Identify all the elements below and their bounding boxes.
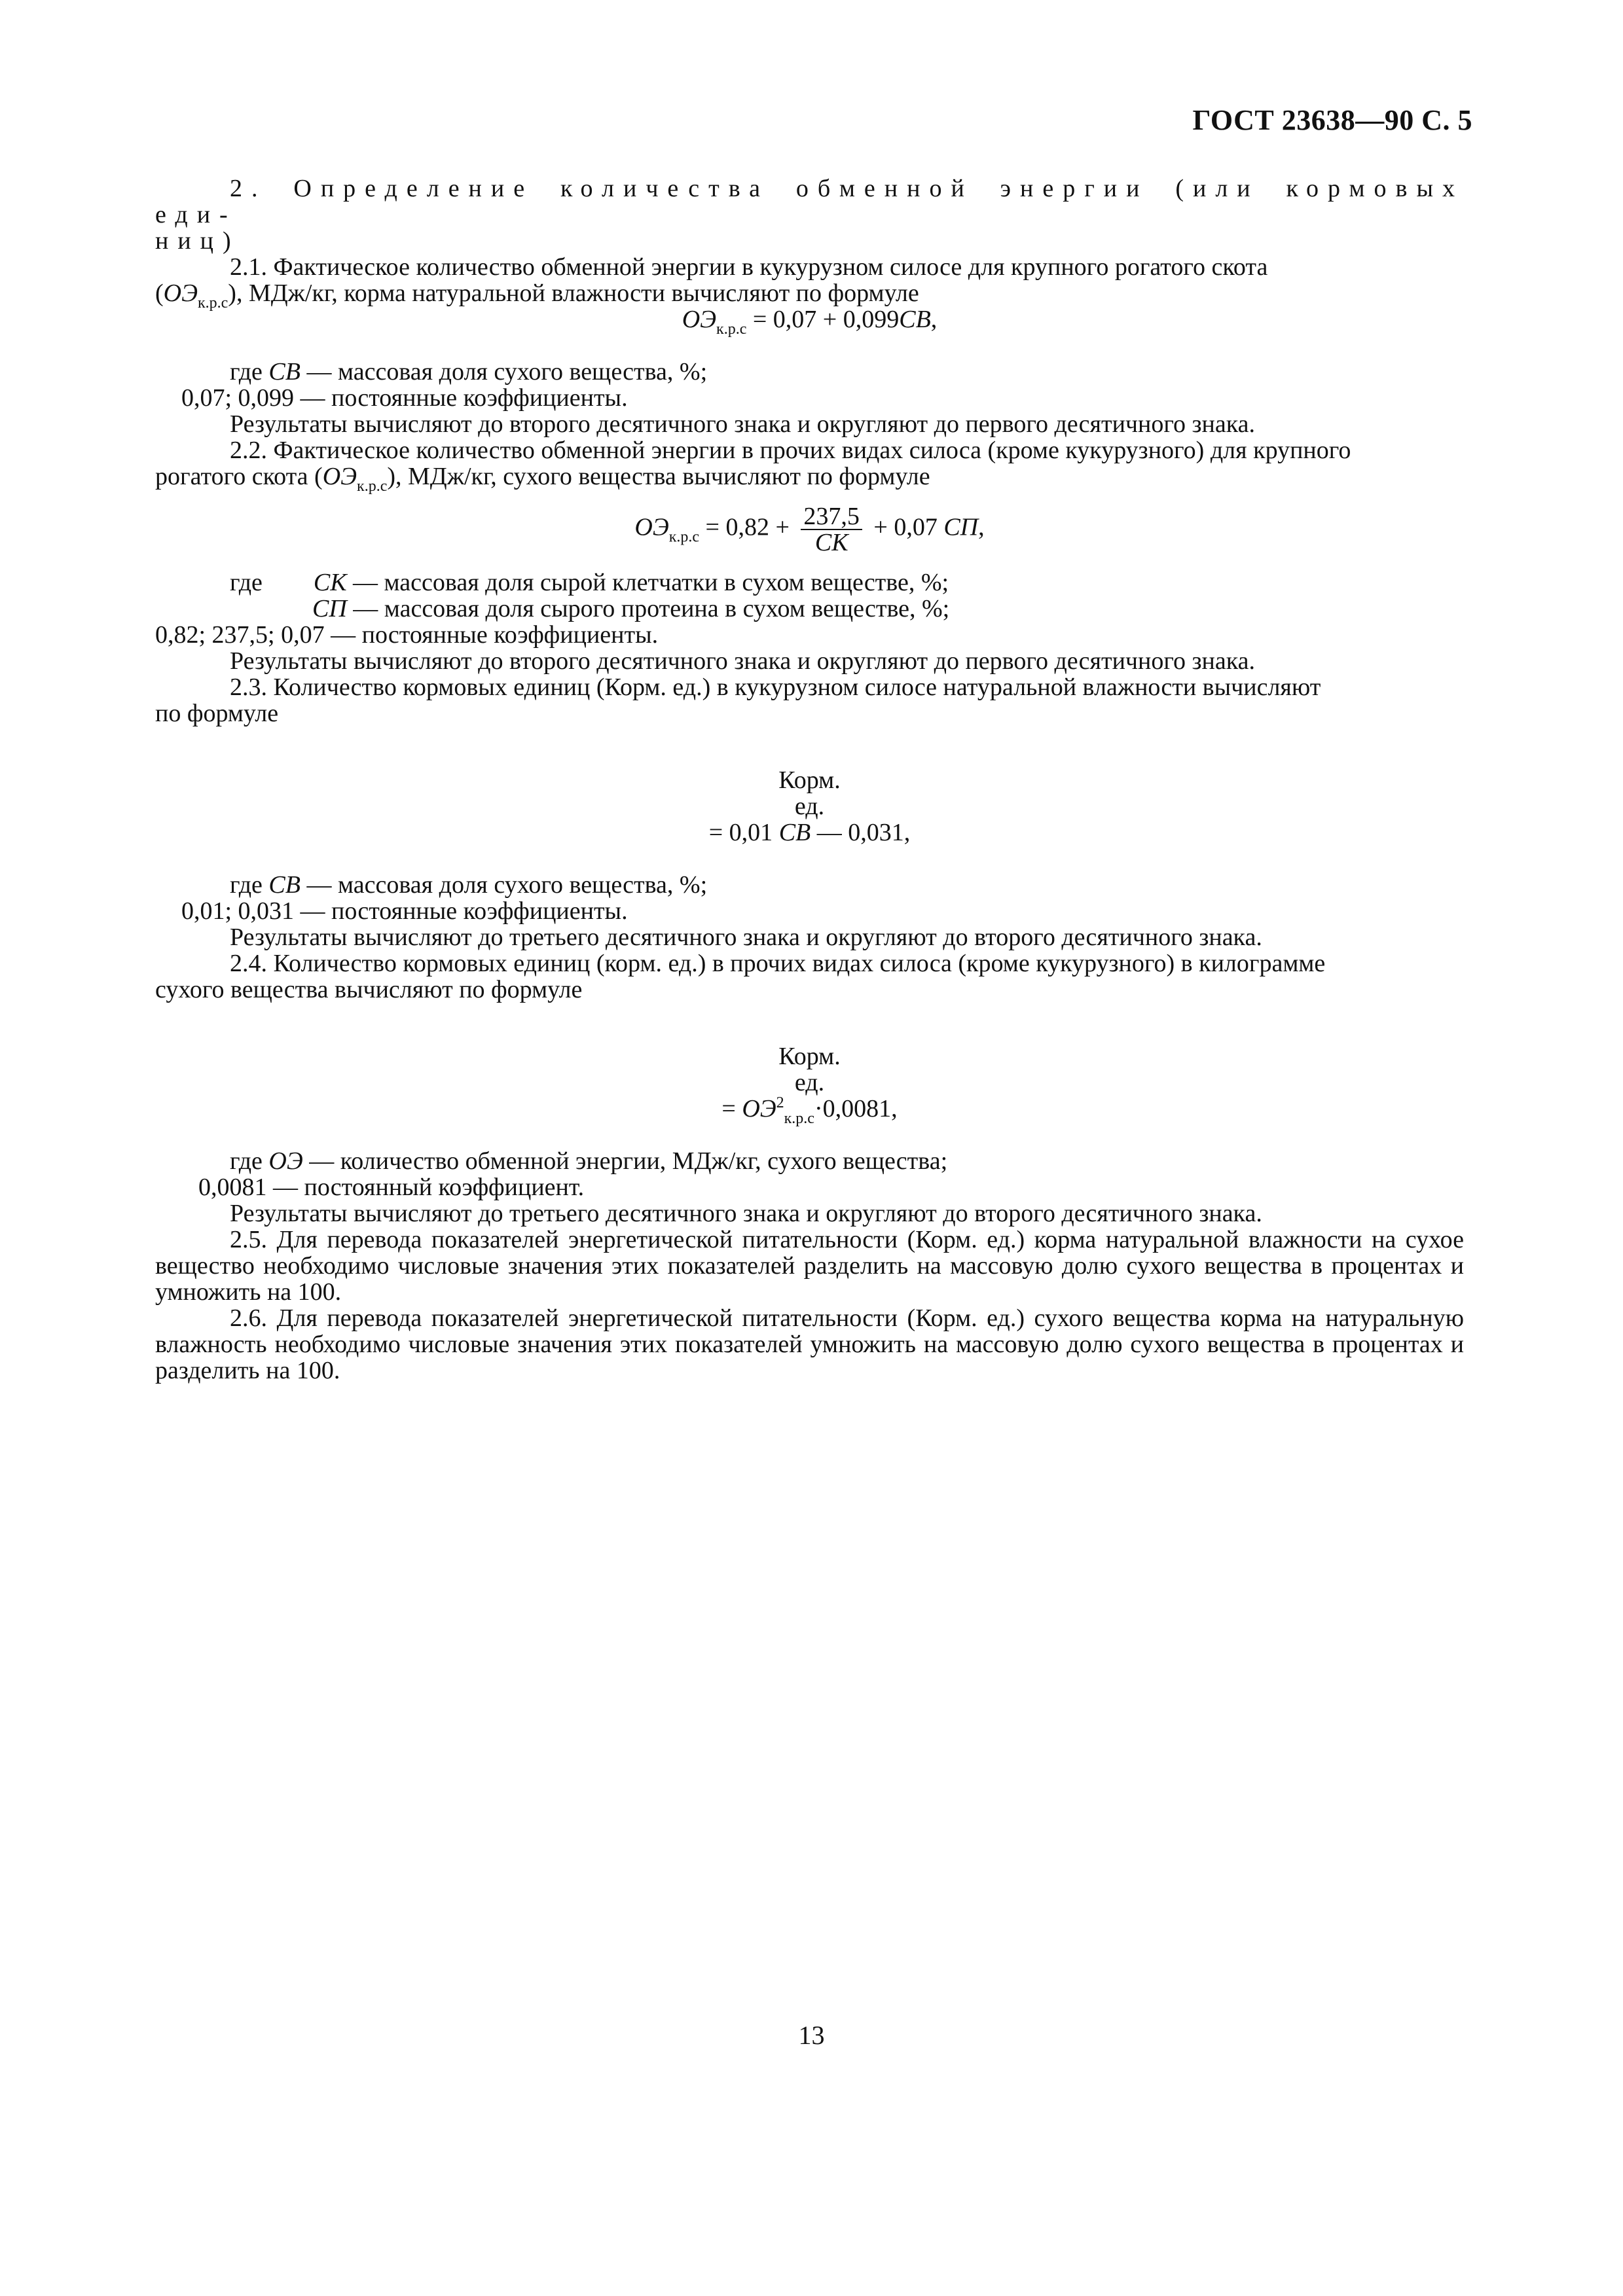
para-2-2-cont: рогатого скота $(ОЭ_{к.р.с})$, МДж/кг, сухого вещества вычисляют по формуле [155, 463, 930, 495]
result-4: Результаты вычисляют до третьего десятичного знака и округляют до второго десятичного знака. [230, 1200, 1262, 1227]
para-2-3: 2.3. Количество кормовых единиц (Корм. ед.) в кукурузном силосе натуральной влажности вычисляют [230, 673, 1321, 701]
para-2-6: 2.6. Для перевода показателей энергетической питательности (Корм. ед.) сухого вещества корма на натуральную влажность необходимо числовые значения этих показателей умножить на массовую долю сухого вещества в процентах и разделить на 100. [155, 1304, 1464, 1384]
para-2-2: 2.2. Фактическое количество обменной энергии в прочих видах силоса (кроме кукурузного) для крупного [230, 437, 1351, 464]
coef-3: 0,01; 0,031 — постоянные коэффициенты. [181, 897, 628, 925]
para-2-1-cont: $(ОЭ_{к.р.с})$, МДж/кг, корма натуральной влажности вычисляют по формуле [155, 279, 919, 312]
document-header: ГОСТ 23638—90 С. 5 [1192, 104, 1472, 136]
coef-1: 0,07; 0,099 — постоянные коэффициенты. [181, 384, 628, 412]
section-title [155, 175, 1464, 228]
fraction: $\frac{237,5}{СК}$ [801, 504, 862, 555]
para-2-5: 2.5. Для перевода показателей энергетической питательности (Корм. ед.) корма натуральной влажности на сухое вещество необходимо числовые значения этих показателей разделить на массовую долю сухого вещества в процентах и умножить на 100. [155, 1226, 1464, 1306]
def-sp: СП — массовая доля сырого протеина в сухом веществе, %; [312, 595, 950, 622]
formula-2: $ОЭ_{к.р.с} = 0,82$ + $\frac{237,5}{СК}$ + 0,07 СП, [634, 503, 985, 556]
para-2-1: 2.1. Фактическое количество обменной энергии в кукурузном силосе для крупного рогатого скота [230, 253, 1268, 281]
result-1: Результаты вычисляют до второго десятичного знака и округляют до первого десятичного знака. [230, 410, 1255, 438]
coef-4: 0,0081 — постоянный коэффициент. [198, 1174, 585, 1201]
formula-3: Корм. ед. = 0,01 СВ — 0,031, [708, 766, 911, 846]
para-2-4: 2.4. Количество кормовых единиц (корм. ед.) в прочих видах силоса (кроме кукурузного) в килограмме [230, 950, 1326, 977]
section-title-line1: 2. Определение количества обменной энергии (или кормовых еди- [155, 175, 1464, 228]
result-2: Результаты вычисляют до второго десятичного знака и округляют до первого десятичного знака. [230, 647, 1255, 675]
def-cv-1: где СВ — массовая доля сухого вещества, %; [230, 358, 708, 386]
def-sk: где СК — массовая доля сырой клетчатки в сухом веществе, %; [230, 569, 949, 596]
formula-1: $ОЭ_{к.р.с} = 0,07 + 0,099СВ$, [682, 306, 938, 338]
def-cv-2: где СВ — массовая доля сухого вещества, %; [230, 871, 708, 899]
para-2-3-cont: по формуле [155, 700, 279, 727]
def-oe: где ОЭ — количество обменной энергии, МДж/кг, сухого вещества; [230, 1147, 948, 1175]
section-title-line2: ниц) [155, 227, 240, 255]
para-2-4-cont: сухого вещества вычисляют по формуле [155, 976, 583, 1003]
result-3: Результаты вычисляют до третьего десятичного знака и округляют до второго десятичного знака. [230, 924, 1262, 951]
coef-2: 0,82; 237,5; 0,07 — постоянные коэффициенты. [155, 621, 659, 649]
formula-4: Корм. ед. = $ОЭ^2_{к.р.с}\cdot 0,0081$, [721, 1043, 898, 1127]
main-text [155, 175, 1464, 1384]
page-number: 13 [798, 2020, 825, 2050]
